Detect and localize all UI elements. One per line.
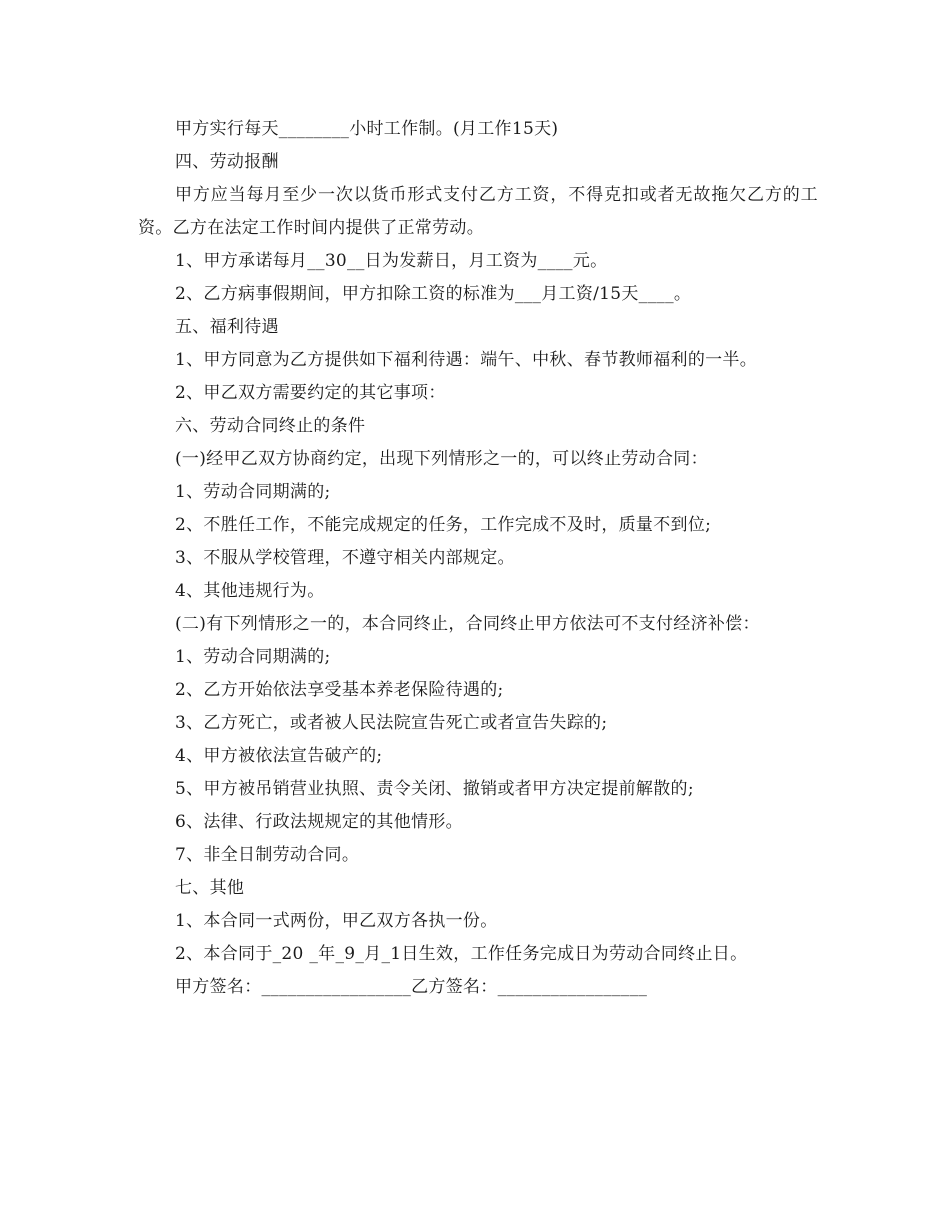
text-line-other-matters: 2、甲乙双方需要约定的其它事项： (175, 383, 446, 403)
section-heading-welfare: 五、福利待遇 (175, 317, 279, 337)
text-line-welfare-benefit: 1、甲方同意为乙方提供如下福利待遇：端午、中秋、春节教师福利的一半。 (175, 350, 758, 370)
list-item: 2、乙方开始依法享受基本养老保险待遇的; (175, 680, 504, 700)
section-heading-termination: 六、劳动合同终止的条件 (175, 416, 366, 436)
document-body (138, 113, 818, 1004)
list-item: 1、劳动合同期满的; (175, 482, 331, 502)
list-item: 3、不服从学校管理，不遵守相关内部规定。 (175, 548, 515, 568)
text-line-work-hours: 甲方实行每天________小时工作制。(月工作15天) (175, 119, 559, 139)
text-line-termination-by-agreement: (一)经甲乙双方协商约定，出现下列情形之一的，可以终止劳动合同： (175, 449, 708, 469)
list-item: 2、不胜任工作，不能完成规定的任务，工作完成不及时，质量不到位; (175, 515, 712, 535)
list-item: 1、本合同一式两份，甲乙双方各执一份。 (175, 911, 498, 931)
list-item: 1、劳动合同期满的; (175, 647, 331, 667)
section-heading-remuneration: 四、劳动报酬 (175, 152, 279, 172)
list-item: 4、其他违规行为。 (175, 581, 325, 601)
text-line-leave-deduction: 2、乙方病事假期间，甲方扣除工资的标准为___月工资/15天____。 (175, 284, 692, 304)
list-item: 5、甲方被吊销营业执照、责令关闭、撤销或者甲方决定提前解散的; (175, 779, 694, 799)
text-line-termination-conditions: (二)有下列情形之一的，本合同终止，合同终止甲方依法可不支付经济补偿： (175, 614, 760, 634)
list-item: 4、甲方被依法宣告破产的; (175, 746, 383, 766)
paragraph-wage-payment: 甲方应当每月至少一次以货币形式支付乙方工资，不得克扣或者无故拖欠乙方的工资。乙方在法定工作时间内提供了正常劳动。 (138, 185, 818, 238)
signature-line: 甲方签名：_________________乙方签名：_________________ (175, 977, 648, 997)
text-line-payday: 1、甲方承诺每月__30__日为发薪日，月工资为____元。 (175, 251, 608, 271)
list-item: 3、乙方死亡，或者被人民法院宣告死亡或者宣告失踪的; (175, 713, 608, 733)
section-heading-other: 七、其他 (175, 878, 245, 898)
list-item: 2、本合同于_20 _年_9_月_1日生效，工作任务完成日为劳动合同终止日。 (175, 944, 748, 964)
list-item: 6、法律、行政法规规定的其他情形。 (175, 812, 463, 832)
list-item: 7、非全日制劳动合同。 (175, 845, 360, 865)
